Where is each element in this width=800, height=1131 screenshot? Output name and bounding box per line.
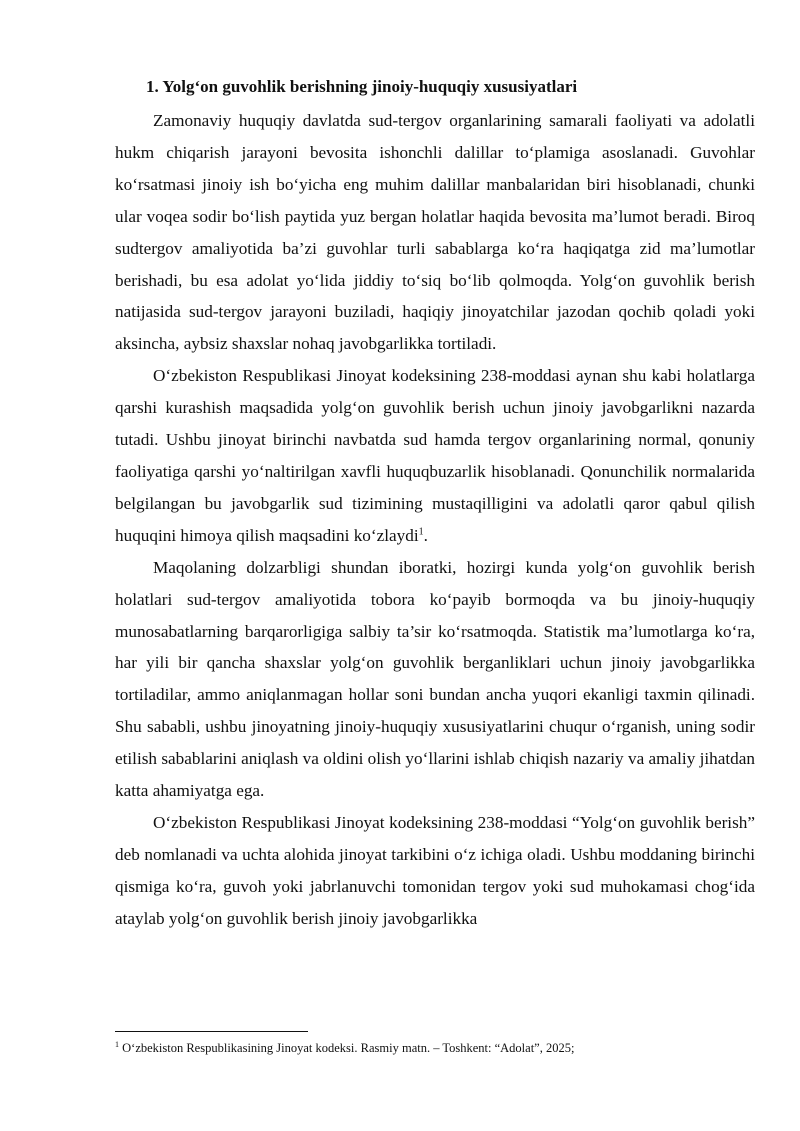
- paragraph-1: Zamonaviy huquqiy davlatda sud-tergov organlarining samarali faoliyati va adolatli hukm chiqarish jarayoni bevosita ishonchli dalillar to‘plamiga asoslanadi. Guvohlar ko‘rsatmasi jinoiy ish bo‘yicha eng muhim dalillar manbalaridan biri hisoblanadi, chunki ular voqea sodir bo‘lish paytida yuz bergan holatlar haqida bevosita ma’lumot beradi. Biroq sudtergov amaliyotida ba’zi guvohlar turli sabablarga ko‘ra haqiqatga zid ma’lumotlar berishadi, bu esa adolat yo‘lida jiddiy to‘siq bo‘lib qolmoqda. Yolg‘on guvohlik berish natijasida sud-tergov jarayoni buziladi, haqiqiy jinoyatchilar jazodan qochib qoladi yoki aksincha, aybsiz shaxslar nohaq javobgarlikka tortiladi.: [115, 111, 755, 354]
- footnote-reference[interactable]: 1: [418, 526, 424, 538]
- paragraph-2: [115, 360, 755, 551]
- paragraph-4: O‘zbekiston Respublikasi Jinoyat kodeksining 238-moddasi “Yolg‘on guvohlik berish” deb nomlanadi va uchta alohida jinoyat tarkibini o‘z ichiga oladi. Ushbu moddaning birinchi qismiga ko‘ra, guvoh yoki jabrlanuvchi tomonidan tergov yoki sud muhokamasi chog‘ida ataylab yolg‘on guvohlik berish jinoiy javobgarlikka: [115, 812, 755, 928]
- section-heading: 1. Yolg‘on guvohlik berishning jinoiy-huquqiy xususiyatlari: [146, 77, 578, 96]
- paragraph-2-end: .: [423, 525, 428, 545]
- footnote-text: O‘zbekiston Respublikasining Jinoyat kodeksi. Rasmiy matn. – Toshkent: “Adolat”, 2025;: [119, 1041, 575, 1055]
- footnote: [115, 1040, 755, 1056]
- footnote-mark: 1: [115, 1039, 119, 1049]
- paragraph-3: Maqolaning dolzarbligi shundan iboratki, hozirgi kunda yolg‘on guvohlik berish holatlari sud-tergov amaliyotida tobora ko‘payib bormoqda va bu jinoiy-huquqiy munosabatlarning barqarorligiga salbiy ta’sir ko‘rsatmoqda. Statistik ma’lumotlarga ko‘ra, har yili bir qancha shaxslar yolg‘on guvohlik berganliklari uchun jinoiy javobgarlikka tortiladilar, ammo aniqlanmagan hollar soni bundan ancha yuqori ekanligi taxmin qilinadi. Shu sababli, ushbu jinoyatning jinoiy-huquqiy xususiyatlarini chuqur o‘rganish, uning sodir etilish sabablarini aniqlash va oldini olish yo‘llarini ishlab chiqish nazariy va amaliy jihatdan katta ahamiyatga ega.: [115, 557, 755, 801]
- footnote-divider: [115, 1031, 308, 1032]
- paragraph-2-text: O‘zbekiston Respublikasi Jinoyat kodeksining 238-moddasi aynan shu kabi holatlarga qarshi kurashish maqsadida yolg‘on guvohlik berish uchun jinoiy javobgarlikni nazarda tutadi. Ushbu jinoyat birinchi navbatda sud hamda tergov organlarining normal, qonuniy faoliyatiga qarshi yo‘naltirilgan xavfli huquqbuzarlik hisoblanadi. Qonunchilik normalarida belgilangan bu javobgarlik sud tizimining mustaqilligini va adolatli qaror qabul qilish huquqini himoya qilish maqsadini ko‘zlaydi: [115, 366, 755, 545]
- body-text: [115, 105, 755, 935]
